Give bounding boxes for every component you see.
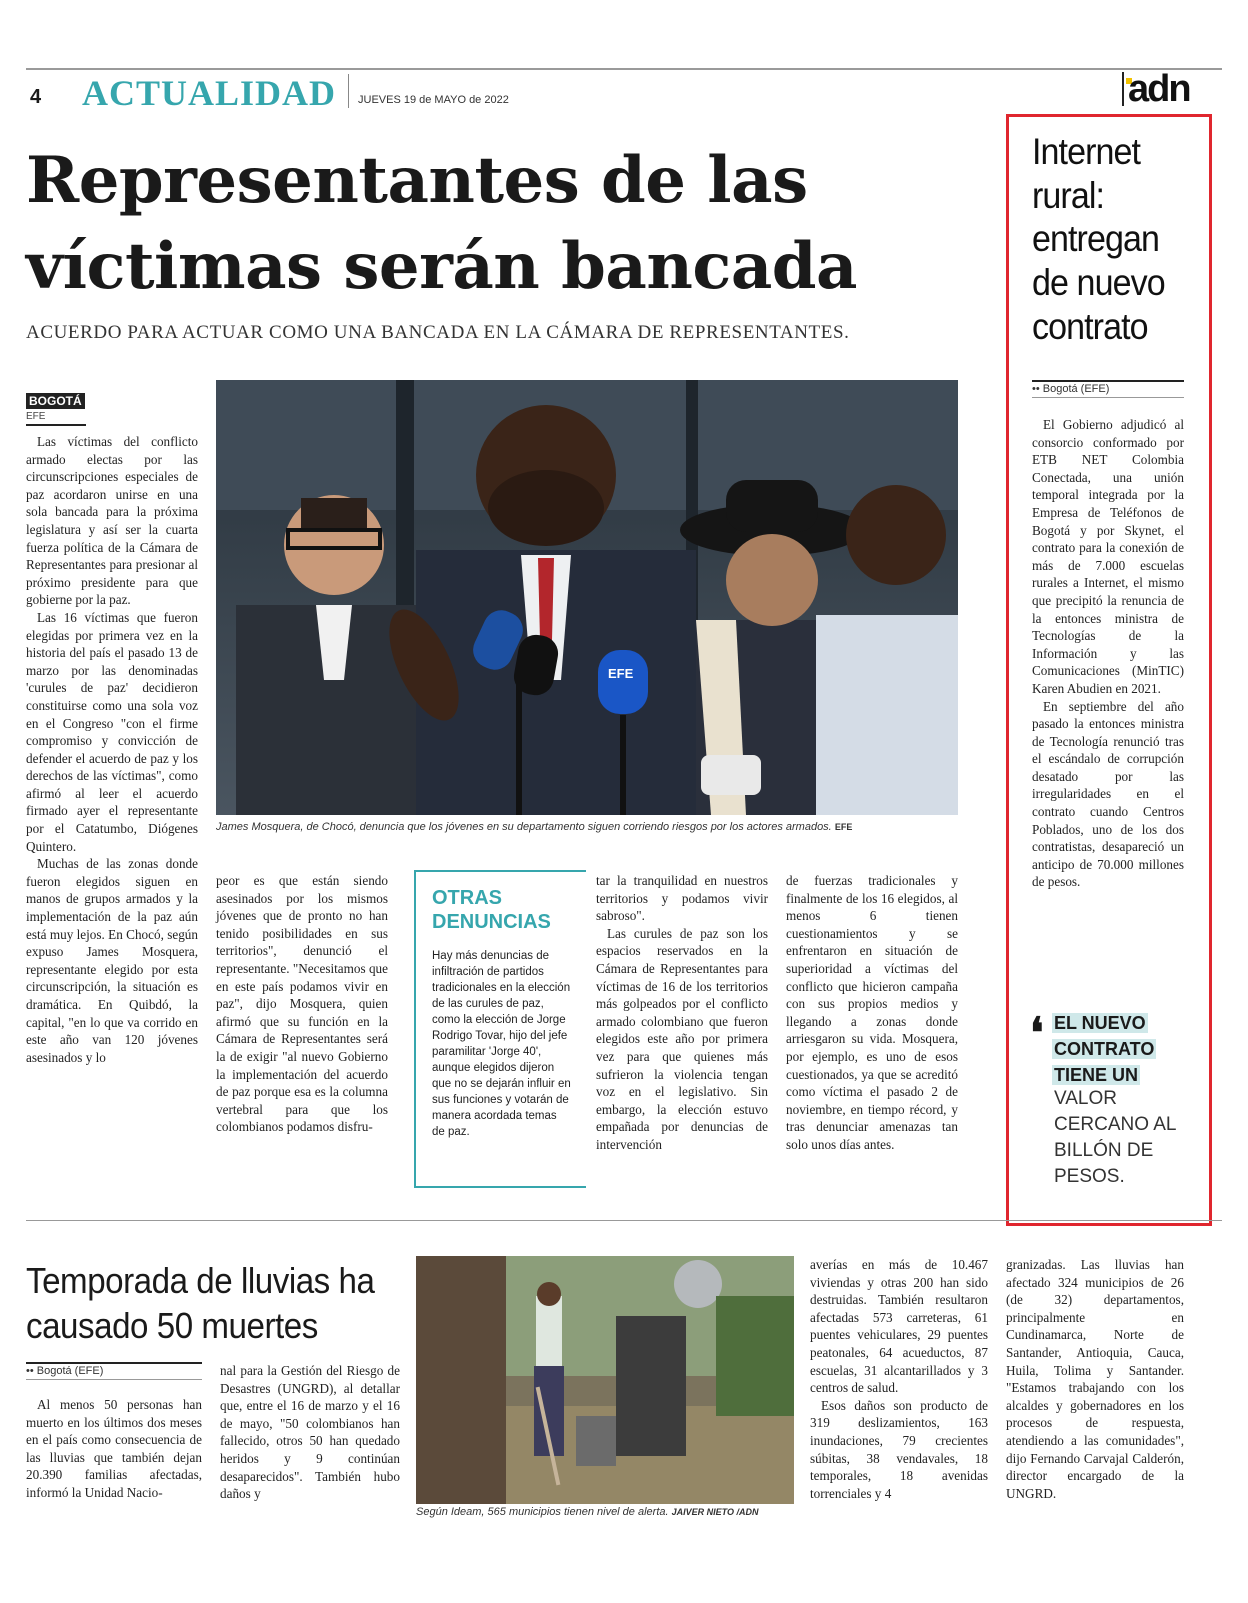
headline-line-1: Representantes de las xyxy=(26,143,808,218)
quote-line: EL NUEVO xyxy=(1054,1013,1146,1033)
flood-photo-caption xyxy=(416,1506,794,1518)
box-text: Hay más denuncias de infiltración de partidos tradicionales en la elección de las curules de paz, como la elección de Jorge Rodrigo Tovar, hijo del jefe paramilitar 'Jorge 40', aunque elegidos dijeron que no se dejarán influir en sus funciones y votarán de manera acordada temas de paz. xyxy=(432,950,571,1138)
caption-credit: JAIVER NIETO /ADN xyxy=(671,1507,759,1517)
sidebar-byline: •• Bogotá (EFE) xyxy=(1032,380,1184,398)
bottom-headline: Temporada de lluvias ha causado 50 muertes xyxy=(26,1260,375,1346)
flood-image xyxy=(416,1256,794,1504)
paragraph: granizadas. Las lluvias han afectado 324 municipios de 26 (de 32) departamentos, principalmente en Cundinamarca, Norte de Santander, Antioquia, Cauca, Huila, Tolima y Santander. "Estamos trabajando con los alcaldes y gobernadores en los procesos de respuesta, atendiendo a las comunidades", dijo Fernando Carvajal Calderón, director encargado de la UNGRD. xyxy=(1006,1257,1184,1501)
section-divider xyxy=(348,74,349,108)
main-column-4 xyxy=(786,872,958,1154)
main-column-3 xyxy=(596,872,768,1154)
top-rule xyxy=(26,68,1222,70)
bottom-column-3 xyxy=(810,1256,988,1502)
paragraph: Las curules de paz son los espacios reservados en la Cámara de Representantes para víctimas de 16 de los territorios más golpeados por el conflicto armado colombiano que fueron elegidos este año por primera vez para que quienes más sufrieron la violencia tengan voz en el legislativo. Sin embargo, la elección estuvo empañada por denuncias de intervención xyxy=(596,925,768,1152)
paragraph: Las víctimas del conflicto armado electas por las circunscripciones especiales de paz acordaron unirse en una sola bancada para la próxima legislatura y así ser la cuarta fuerza política de la Cámara de Representantes para presionar al próximo presidente para que gobierne por la paz. xyxy=(26,434,198,608)
bottom-column-2 xyxy=(220,1362,400,1503)
main-column-1 xyxy=(26,433,198,1066)
caption-text: Según Ideam, 565 municipios tienen nivel de alerta. xyxy=(416,1506,669,1518)
main-photo-caption xyxy=(216,821,958,833)
main-column-2 xyxy=(216,872,388,1136)
bottom-column-4 xyxy=(1006,1256,1184,1502)
headline-line-2: víctimas serán bancada xyxy=(26,229,857,305)
paragraph: Muchas de las zonas donde fueron elegidos siguen en manos de grupos armados y la implementación de la paz aún está muy lejos. En Chocó, según expuso James Mosquera, representante elegido por esta circunscripción, la situación es dramática. En Quibdó, la capital, "en lo que va corrido en este año van 120 jóvenes asesinados y lo xyxy=(26,856,198,1065)
paragraph: El Gobierno adjudicó al consorcio conformado por ETB NET Colombia Conectada, una unión temporal integrada por la Empresa de Teléfonos de Bogotá y por Skynet, el contrato para la conexión de más de 7.000 escuelas rurales a Internet, el mismo que precipitó la renuncia de la entonces ministra de Tecnologías de la Información y las Comunicaciones (MinTIC) Karen Abudien en 2021. xyxy=(1032,417,1184,696)
svg-text:EFE: EFE xyxy=(608,666,634,681)
main-byline xyxy=(26,390,86,426)
bottom-byline: •• Bogotá (EFE) xyxy=(26,1362,202,1380)
caption-credit: EFE xyxy=(834,822,853,832)
byline-source: EFE xyxy=(26,411,86,426)
sidebar-headline: Internet rural: entregan de nuevo contrato xyxy=(1032,131,1165,347)
adn-logo: adn xyxy=(1128,68,1190,110)
paragraph: Esos daños son producto de 319 deslizamientos, 163 inundaciones, 79 crecientes súbitas, 38 vendavales, 18 temporales, 18 avenidas torrenciales y 4 xyxy=(810,1397,988,1501)
page-number: 4 xyxy=(30,86,42,108)
quote-line: TIENE UN xyxy=(1054,1065,1139,1085)
byline-city: BOGOTÁ xyxy=(26,393,85,409)
pull-quote-highlight xyxy=(1052,1010,1202,1088)
paragraph: Las 16 víctimas que fueron elegidas por primera vez en la historia del país el pasado 13 de marzo por las denominadas 'curules de paz' decidieron constituirse como una sola voz en el Congreso "con el firme compromiso y convicción de defender el acuerdo de paz y los derechos de las víctimas", como afirmó al leer el acuerdo firmado ayer el representante por el Catatumbo, Diógenes Quintero. xyxy=(26,609,198,854)
paragraph: tar la tranquilidad en nuestros territorios y podamos vivir sabroso". xyxy=(596,873,768,924)
paragraph: averías en más de 10.467 viviendas y otras 200 han sido destruidas. También resultaron afectadas 573 carreteras, 61 puentes vehiculares, 29 puentes peatonales, 64 acueductos, 87 escuelas, 31 alcantarillados y 3 centros de salud. xyxy=(810,1257,988,1396)
sidebar-body xyxy=(1032,416,1184,891)
logo-bar xyxy=(1122,72,1124,106)
press-conference-image xyxy=(216,380,958,815)
paragraph: Al menos 50 personas han muerto en los últimos dos meses en el país como consecuencia de las lluvias que también dejan 20.390 familias afectadas, informó la Unidad Nacio- xyxy=(26,1397,202,1500)
main-photo xyxy=(216,380,958,815)
issue-date: JUEVES 19 de MAYO de 2022 xyxy=(358,94,509,106)
bottom-column-1 xyxy=(26,1396,202,1502)
pull-quote-rest: VALOR CERCANO AL BILLÓN DE PESOS. xyxy=(1054,1088,1176,1187)
section-title: ACTUALIDAD xyxy=(82,73,337,113)
caption-text: James Mosquera, de Chocó, denuncia que los jóvenes en su departamento siguen corriendo riesgos por los actores armados. xyxy=(216,821,832,833)
section-rule xyxy=(26,1220,1222,1221)
paragraph: peor es que están siendo asesinados por los mismos jóvenes que de pronto no han tenido posibilidades en sus territorios", denunció el representante. "Necesitamos que en este país podamos vivir en paz", dijo Mosquera, quien afirmó que su función en la Cámara de Representantes será la de exigir "al nuevo Gobierno la implementación del acuerdo de paz porque esa es la columna vertebral para que los colombianos podamos disfru- xyxy=(216,873,388,1135)
main-subhead: ACUERDO PARA ACTUAR COMO UNA BANCADA EN LA CÁMARA DE REPRESENTANTES. xyxy=(26,322,850,343)
quote-mark-icon: ❛ xyxy=(1030,1008,1044,1057)
paragraph: nal para la Gestión del Riesgo de Desastres (UNGRD), al detallar que, entre el 16 de marzo y el 16 de mayo, "50 colombianos han fallecido, otros 50 han quedado heridos y 9 continúan desaparecidos". También hubo daños y xyxy=(220,1363,400,1502)
box-title: OTRAS DENUNCIAS xyxy=(432,887,551,933)
quote-line: CONTRATO xyxy=(1054,1039,1155,1059)
paragraph: de fuerzas tradicionales y finalmente de los 16 elegidos, al menos 6 tienen cuestionamientos y se enfrentaron en situación de superioridad a víctimas del conflicto que hicieron campaña con sus propios medios y llegando a zonas donde arriesgaron su vida. Mosquera, por ejemplo, es uno de esos cuestionados, ya que se acreditó como víctima el pasado 2 de noviembre, en tiempo récord, y tras denunciar amenazas tan solo unos días antes. xyxy=(786,873,958,1152)
flood-photo xyxy=(416,1256,794,1504)
paragraph: En septiembre del año pasado la entonces ministra de Tecnología renunció tras el escándalo de corrupción desatado por las irregularidades en el contrato cuando Centros Poblados, uno de los dos contratistas, desapareció un anticipo de 70.000 millones de pesos. xyxy=(1032,698,1184,890)
main-headline xyxy=(26,138,966,311)
